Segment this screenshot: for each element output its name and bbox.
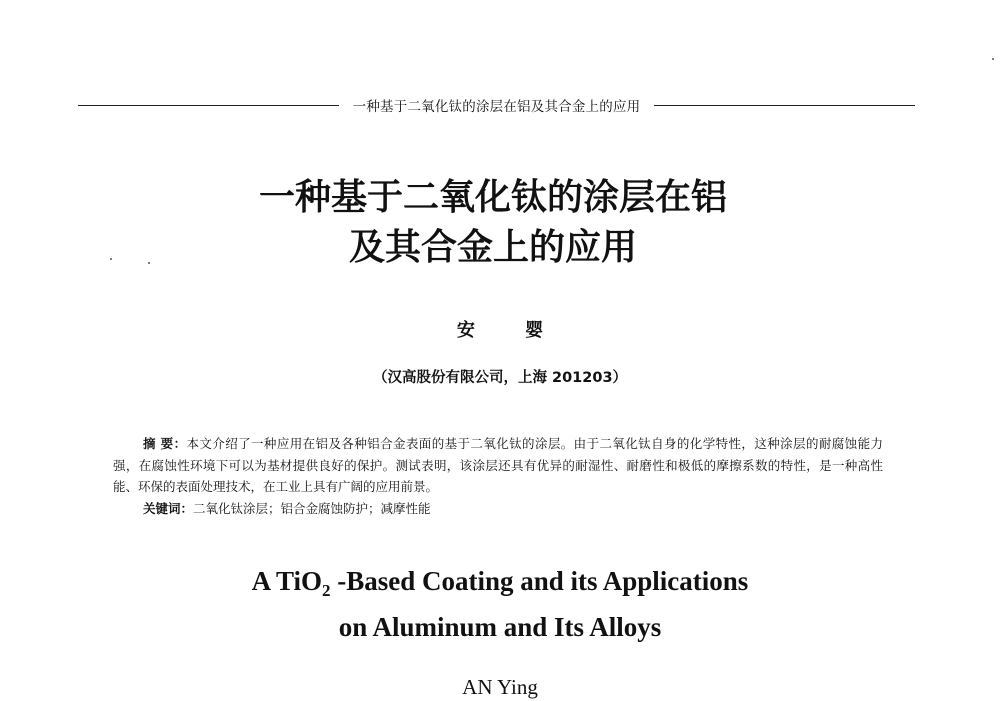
header-rule-left bbox=[78, 105, 339, 106]
author-cn: 安 婴 bbox=[456, 320, 566, 341]
title-en-subscript: 2 bbox=[321, 581, 331, 600]
running-header bbox=[78, 95, 915, 115]
header-rule-right bbox=[654, 105, 915, 106]
paper-title-en-line1 bbox=[0, 558, 1000, 604]
author-en: AN Ying bbox=[462, 675, 538, 699]
running-title: 一种基于二氧化钛的涂层在铝及其合金上的应用 bbox=[352, 99, 641, 115]
scan-speck bbox=[992, 58, 994, 60]
paper-title-en-line2: on Aluminum and Its Alloys bbox=[338, 612, 662, 642]
title-en-prefix: A TiO bbox=[251, 566, 322, 596]
abstract-label: 摘 要： bbox=[143, 436, 187, 451]
abstract-section bbox=[113, 433, 883, 519]
paper-title-cn-line2: 及其合金上的应用 bbox=[348, 226, 637, 268]
abstract-paragraph bbox=[113, 433, 883, 498]
keywords-text: 二氧化钛涂层；铝合金腐蚀防护；减摩性能 bbox=[193, 500, 431, 516]
keywords-label: 关键词： bbox=[143, 500, 194, 516]
title-en-suffix: -Based Coating and its Applications bbox=[330, 566, 749, 596]
paper-title-cn-line1: 一种基于二氧化钛的涂层在铝 bbox=[258, 176, 727, 218]
affiliation-cn: （汉高股份有限公司，上海 201203） bbox=[372, 370, 628, 386]
keywords-paragraph bbox=[113, 498, 883, 520]
abstract-text: 本文介绍了一种应用在铝及各种铝合金表面的基于二氧化钛的涂层。由于二氧化钛自身的化学特性，这种涂层的耐腐蚀能力强，在腐蚀性环境下可以为基材提供良好的保护。测试表明，该涂层还具有优异的耐湿性、耐磨性和极低的摩擦系数的特性，是一种高性能、环保的表面处理技术，在工业上具有广阔的应用前景。 bbox=[113, 436, 883, 494]
paper-title-cn bbox=[0, 172, 1000, 272]
paper-title-en bbox=[0, 558, 1000, 650]
